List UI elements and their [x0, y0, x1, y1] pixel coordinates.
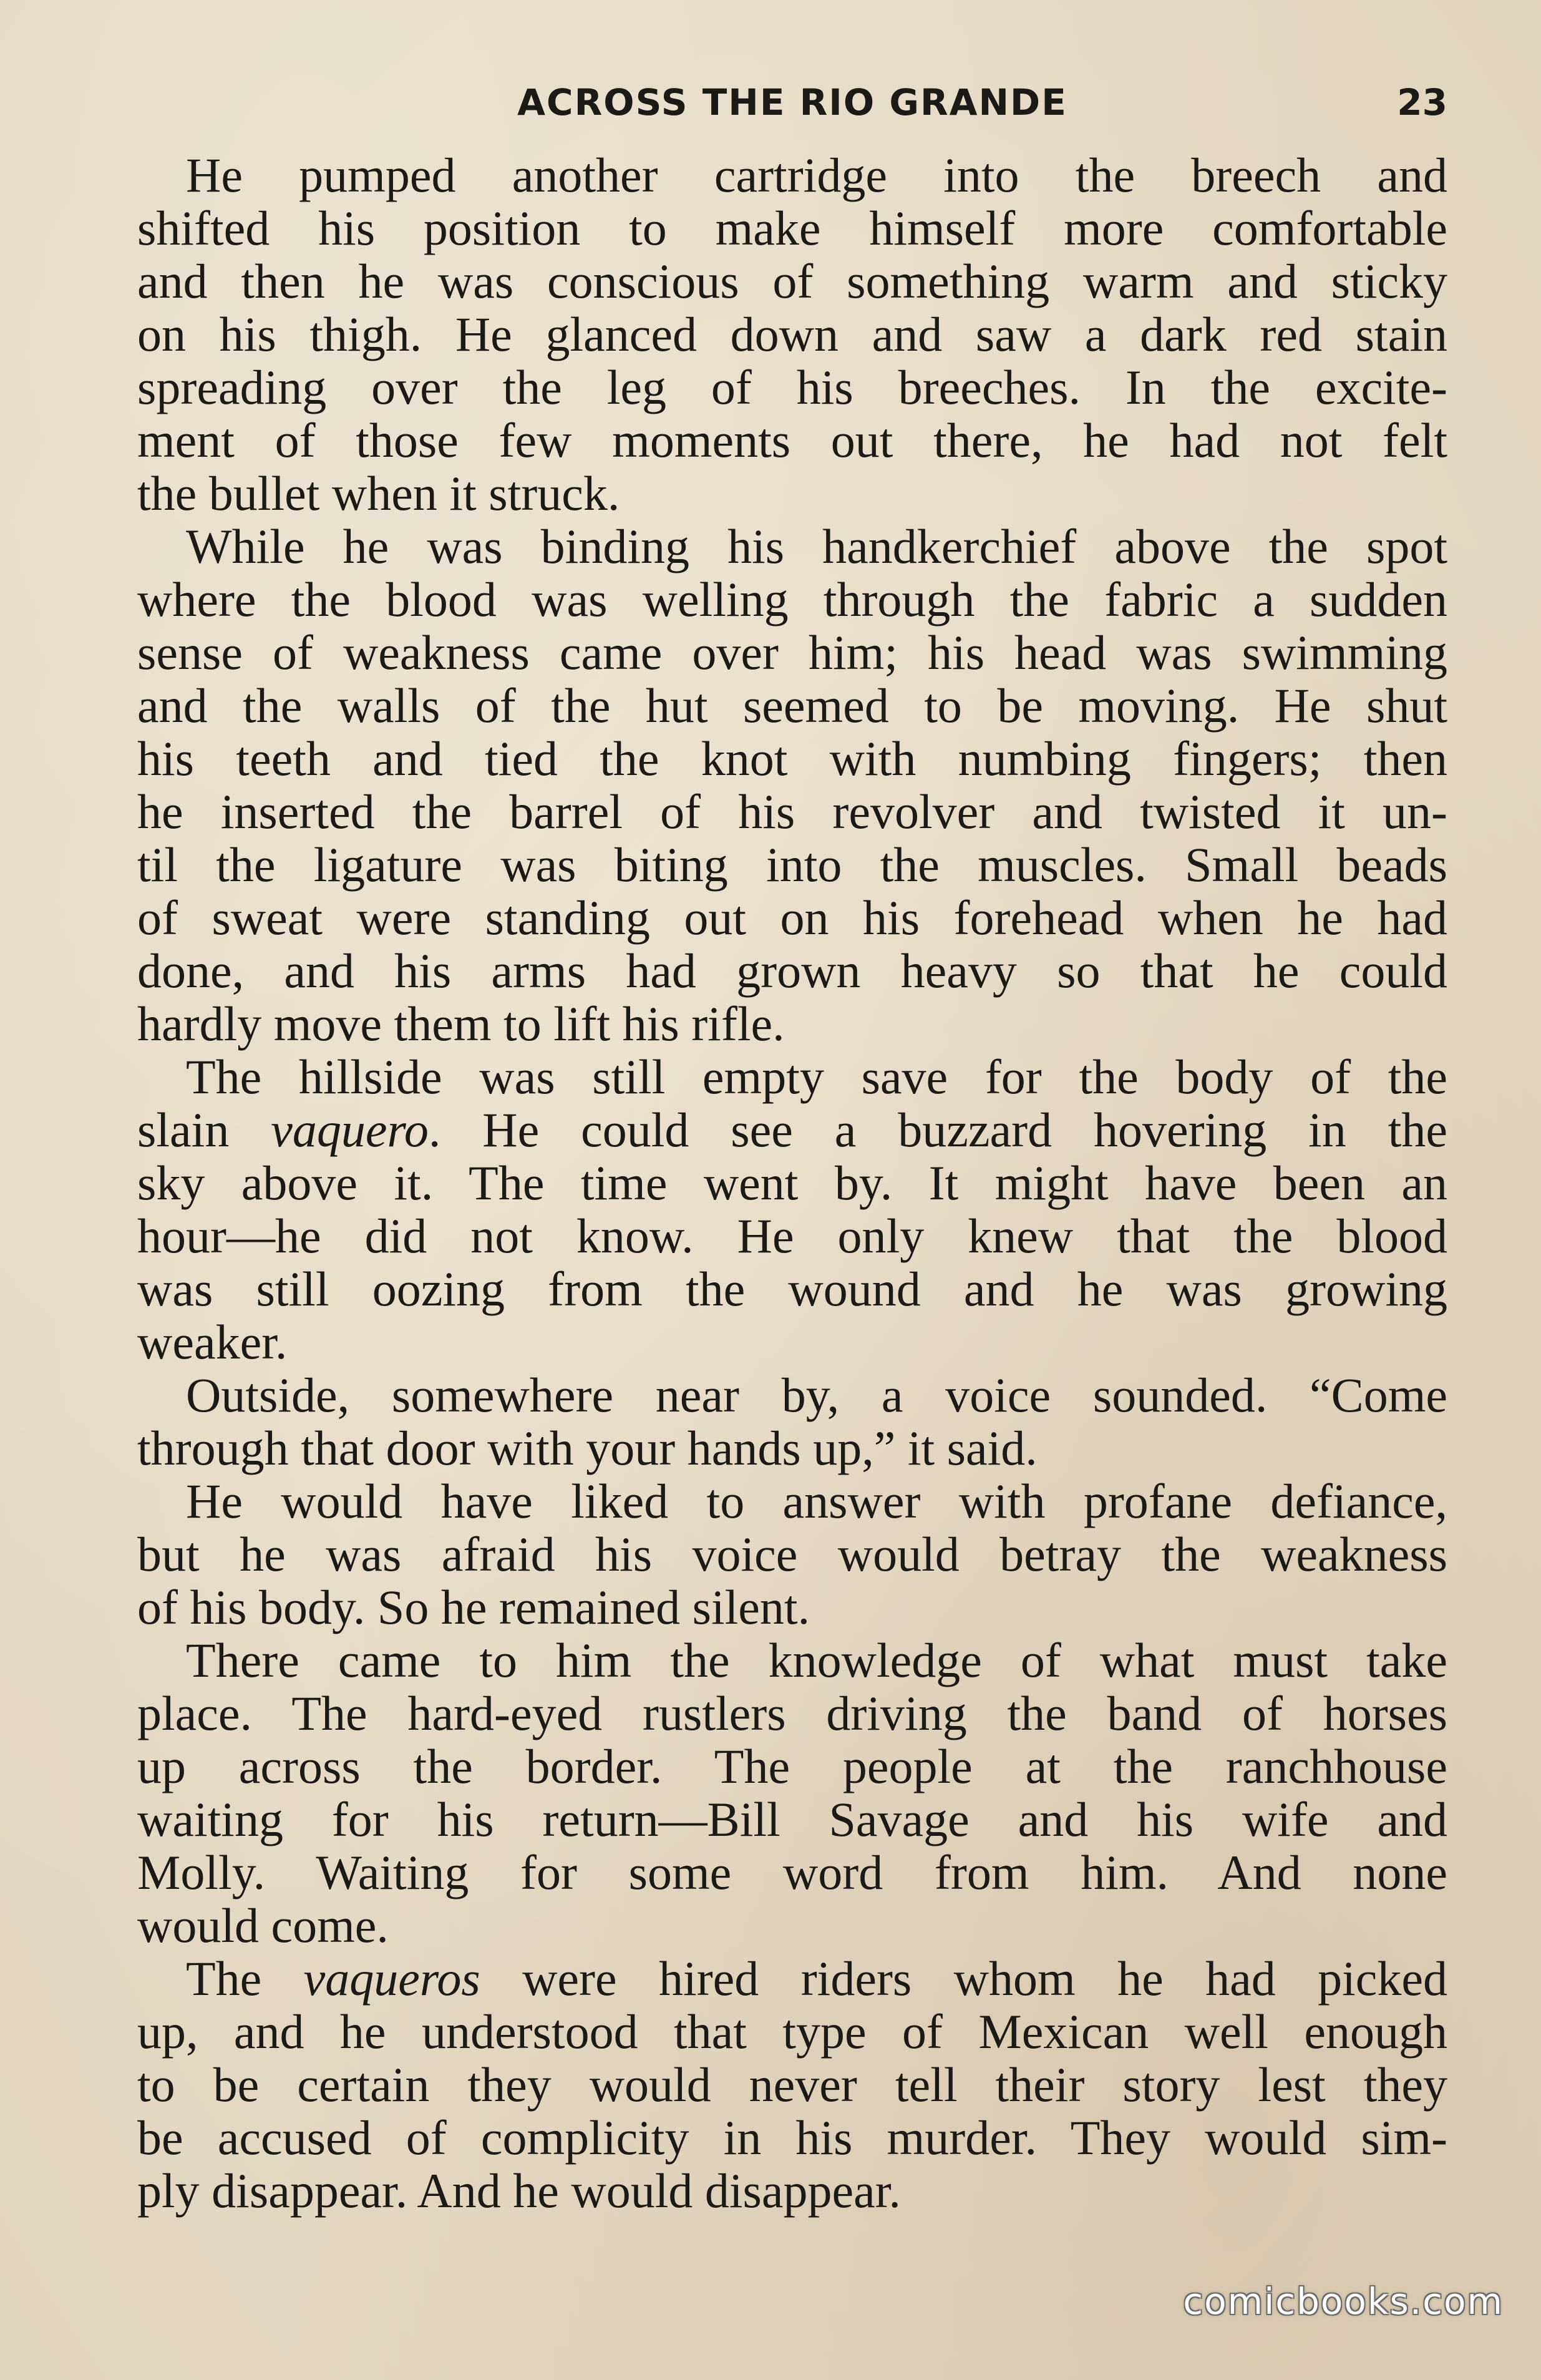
- text-line: spreading over the leg of his breeches. In the excite-: [137, 360, 1447, 414]
- paragraph: [137, 1634, 1447, 1952]
- text-line: ply disappear. And he would disappear.: [137, 2163, 901, 2218]
- text-line: sky above it. The time went by. It might have been an: [137, 1156, 1447, 1210]
- text-line: his teeth and tied the knot with numbing fingers; then: [137, 731, 1447, 786]
- text-line: was still oozing from the wound and he was growing: [137, 1262, 1447, 1316]
- text-line: sense of weakness came over him; his head was swimming: [137, 625, 1447, 680]
- running-head: [137, 81, 1447, 131]
- paragraph: [137, 149, 1447, 520]
- running-title: ACROSS THE RIO GRANDE: [517, 81, 1067, 124]
- text-line: Outside, somewhere near by, a voice sounded. “Come: [186, 1368, 1447, 1422]
- italic-word: vaquero: [271, 1103, 429, 1157]
- text-line: waiting for his return—Bill Savage and his wife and: [137, 1792, 1447, 1846]
- text-line: but he was afraid his voice would betray the weakness: [137, 1527, 1447, 1581]
- text-line: of his body. So he remained silent.: [137, 1580, 810, 1634]
- text-line: The vaqueros were hired riders whom he had picked: [186, 1951, 1447, 2006]
- text-line: to be certain they would never tell their story lest they: [137, 2057, 1447, 2112]
- text-line: up across the border. The people at the ranchhouse: [137, 1739, 1447, 1793]
- paragraph: [137, 520, 1447, 1050]
- text-line: where the blood was welling through the fabric a sudden: [137, 572, 1447, 627]
- text-line: The hillside was still empty save for the body of the: [186, 1050, 1447, 1104]
- watermark: comicbooks.com: [1183, 2280, 1504, 2323]
- text-line: He pumped another cartridge into the breech and: [186, 148, 1447, 202]
- page-number: 23: [1397, 81, 1447, 124]
- text-line: through that door with your hands up,” it said.: [137, 1421, 1038, 1475]
- text-line: ment of those few moments out there, he had not felt: [137, 413, 1447, 467]
- text-line: would come.: [137, 1898, 389, 1953]
- paragraph: [137, 1368, 1447, 1475]
- text-line: While he was binding his handkerchief above the spot: [186, 519, 1447, 573]
- text-line: weaker.: [137, 1315, 288, 1369]
- text-line: til the ligature was biting into the muscles. Small beads: [137, 837, 1447, 892]
- text-line: slain vaquero. He could see a buzzard hovering in the: [137, 1103, 1447, 1157]
- text-line: hour—he did not know. He only knew that the blood: [137, 1209, 1447, 1263]
- paragraph: [137, 1475, 1447, 1634]
- text-line: and then he was conscious of something warm and sticky: [137, 254, 1447, 308]
- text-line: and the walls of the hut seemed to be moving. He shut: [137, 678, 1447, 733]
- text-line: hardly move them to lift his rifle.: [137, 997, 785, 1051]
- text-line: up, and he understood that type of Mexican well enough: [137, 2004, 1447, 2059]
- text-line: He would have liked to answer with profane defiance,: [186, 1474, 1447, 1528]
- text-line: the bullet when it struck.: [137, 466, 620, 520]
- text-line: place. The hard-eyed rustlers driving the band of horses: [137, 1686, 1447, 1740]
- text-line: There came to him the knowledge of what must take: [186, 1633, 1447, 1687]
- text-line: on his thigh. He glanced down and saw a dark red stain: [137, 307, 1447, 361]
- text-line: shifted his position to make himself more comfortable: [137, 201, 1447, 255]
- text-line: of sweat were standing out on his forehead when he had: [137, 890, 1447, 945]
- paragraph: [137, 1952, 1447, 2217]
- text-line: done, and his arms had grown heavy so that he could: [137, 944, 1447, 998]
- text-line: Molly. Waiting for some word from him. And none: [137, 1845, 1447, 1900]
- text-line: he inserted the barrel of his revolver and twisted it un-: [137, 784, 1447, 839]
- paragraph: [137, 1050, 1447, 1368]
- body-text: [137, 149, 1447, 2217]
- text-line: be accused of complicity in his murder. They would sim-: [137, 2110, 1447, 2165]
- italic-word: vaqueros: [303, 1951, 480, 2006]
